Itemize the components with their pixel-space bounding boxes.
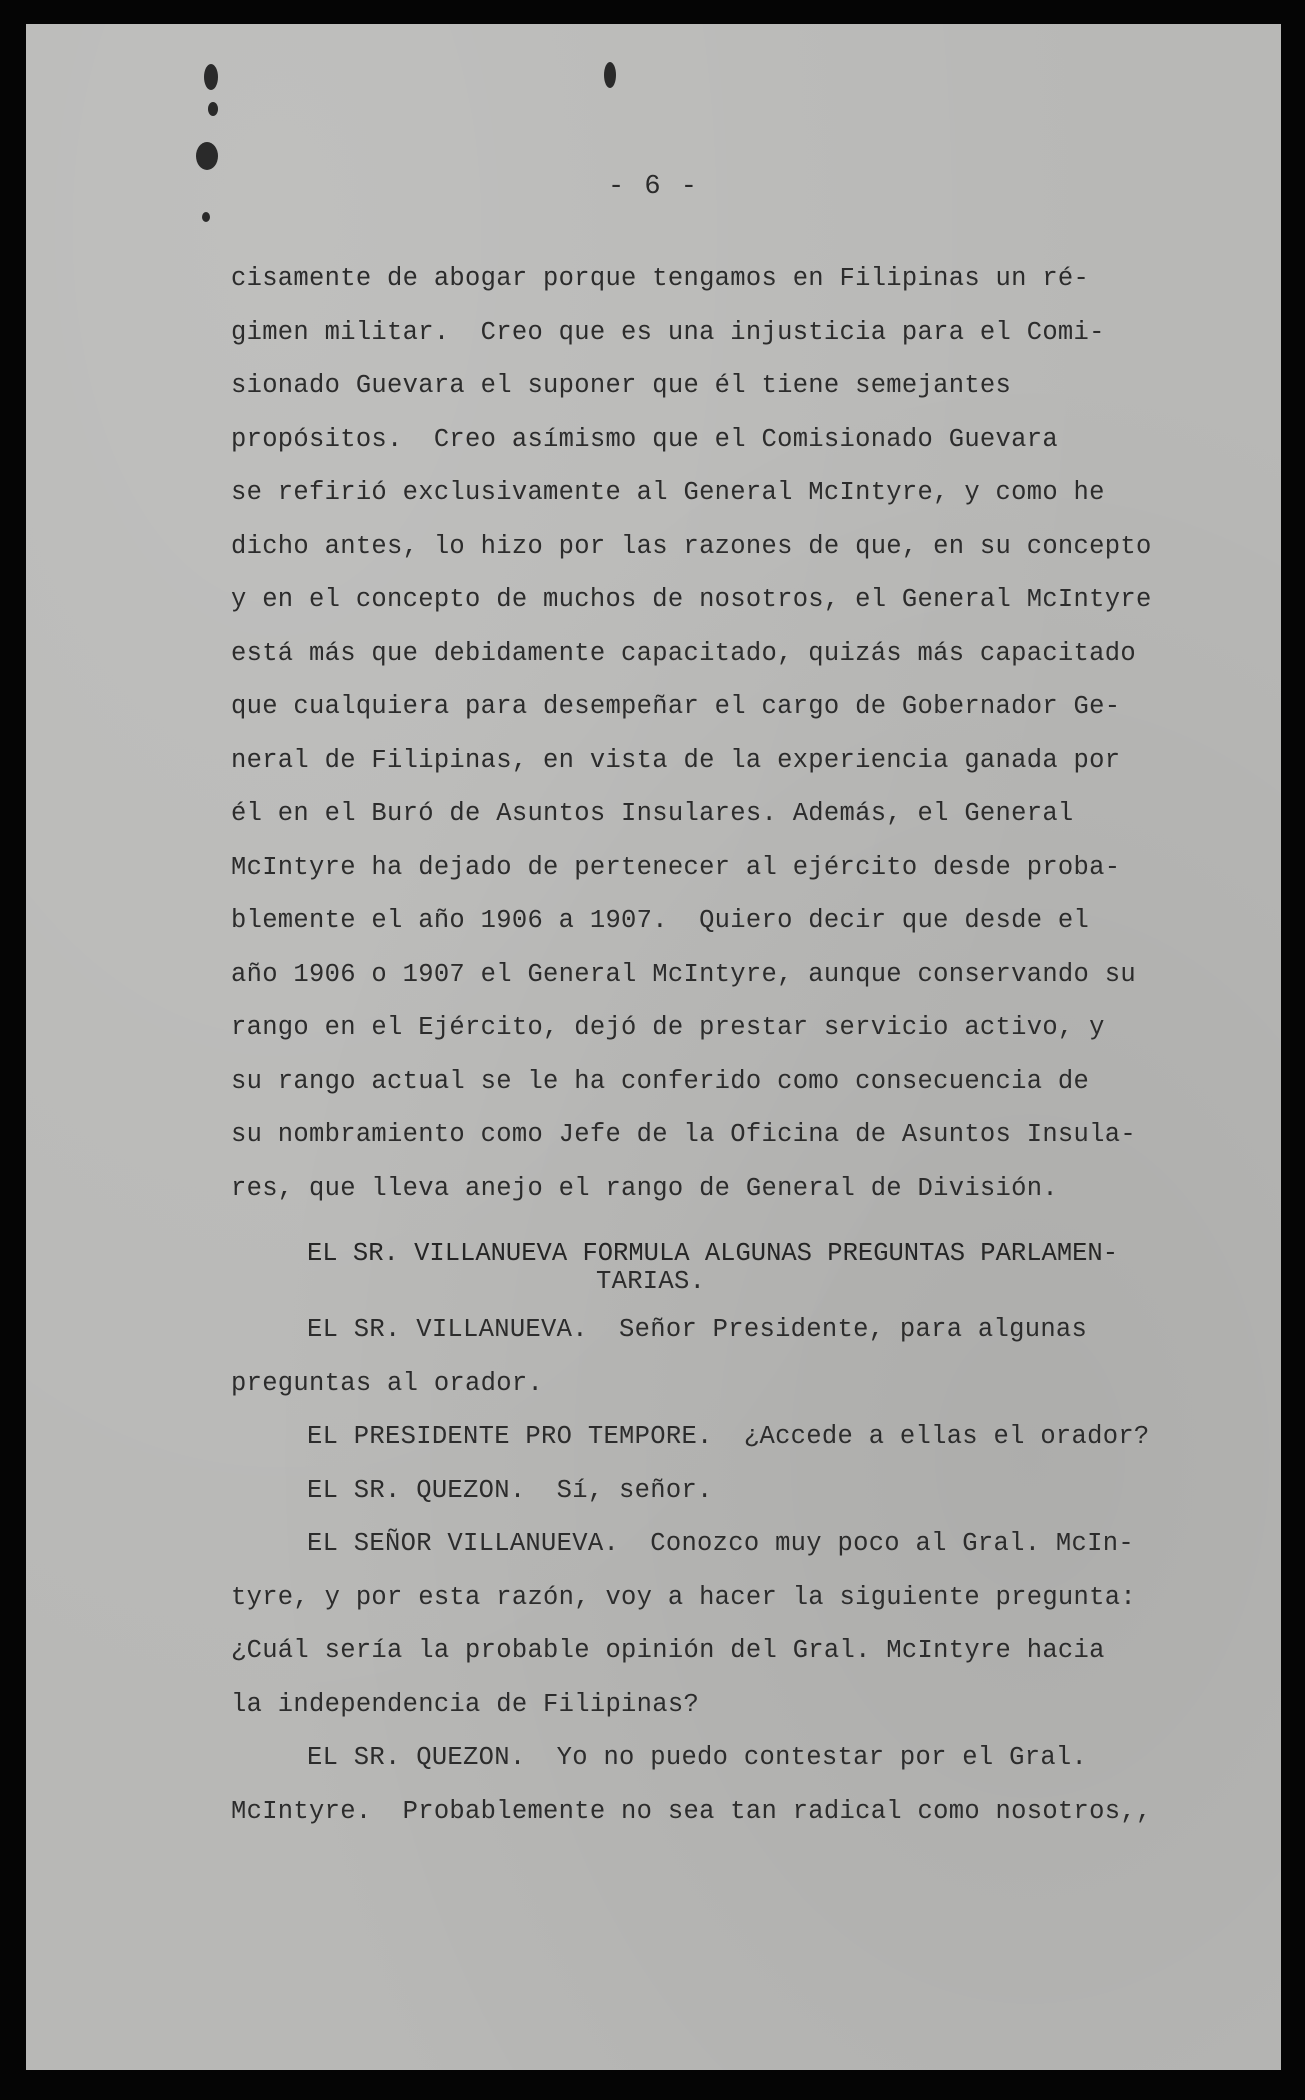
text-line: él en el Buró de Asuntos Insulares. Además, el General xyxy=(231,799,1074,828)
text-line: ¿Cuál sería la probable opinión del Gral. McIntyre hacia xyxy=(231,1636,1105,1665)
text-line: EL SR. VILLANUEVA. Señor Presidente, para algunas xyxy=(307,1315,1088,1344)
page-text xyxy=(231,252,1191,1838)
text-line: gimen militar. Creo que es una injusticia para el Comi- xyxy=(231,317,1105,347)
text-line: neral de Filipinas, en vista de la experiencia ganada por xyxy=(231,745,1121,775)
text-line: EL PRESIDENTE PRO TEMPORE. ¿Accede a ellas el orador? xyxy=(307,1422,1150,1451)
text-line: EL SR. QUEZON. Yo no puedo contestar por el Gral. xyxy=(307,1743,1088,1772)
ink-blot xyxy=(196,142,218,170)
text-line: blemente el año 1906 a 1907. Quiero decir que desde el xyxy=(231,906,1090,935)
section-heading xyxy=(231,1239,1191,1269)
page-number: - 6 - xyxy=(607,172,699,202)
text-line: cisamente de abogar porque tengamos en Filipinas un ré- xyxy=(231,264,1090,293)
text-line: su rango actual se le ha conferido como consecuencia de xyxy=(231,1066,1090,1096)
text-line: EL SR. QUEZON. Sí, señor. xyxy=(307,1475,713,1505)
ink-blot xyxy=(604,62,616,88)
heading-line: TARIAS. xyxy=(596,1267,706,1296)
paragraph-commissioner-guevara xyxy=(231,252,1191,1215)
text-line: McIntyre ha dejado de pertenecer al ejército desde proba- xyxy=(231,852,1121,882)
ink-blot xyxy=(202,212,210,222)
exchange-villanueva-question xyxy=(231,1517,1191,1731)
text-line: está más que debidamente capacitado, quizás más capacitado xyxy=(231,638,1136,668)
typewritten-page xyxy=(26,24,1281,2070)
text-line: tyre, y por esta razón, voy a hacer la siguiente pregunta: xyxy=(231,1582,1136,1612)
text-line: McIntyre. Probablemente no sea tan radical como nosotros,, xyxy=(231,1796,1152,1826)
spacer xyxy=(231,1215,1191,1223)
text-line: año 1906 o 1907 el General McIntyre, aunque conservando su xyxy=(231,959,1136,989)
text-line: propósitos. Creo asímismo que el Comisionado Guevara xyxy=(231,424,1058,454)
text-line: res, que lleva anejo el rango de General de División. xyxy=(231,1173,1058,1203)
heading-line: EL SR. VILLANUEVA FORMULA ALGUNAS PREGUNTAS PARLAMEN- xyxy=(307,1239,1119,1268)
ink-blot xyxy=(204,64,218,90)
text-line: la independencia de Filipinas? xyxy=(231,1689,700,1719)
text-line: preguntas al orador. xyxy=(231,1368,544,1398)
text-line: que cualquiera para desempeñar el cargo de Gobernador Ge- xyxy=(231,692,1121,721)
exchange-president xyxy=(231,1410,1191,1464)
text-line: su nombramiento como Jefe de la Oficina de Asuntos Insula- xyxy=(231,1120,1136,1149)
exchange-villanueva-request xyxy=(231,1303,1191,1410)
text-line: dicho antes, lo hizo por las razones de que, en su concepto xyxy=(231,531,1152,561)
text-line: y en el concepto de muchos de nosotros, el General McIntyre xyxy=(231,585,1152,614)
text-line: se refirió exclusivamente al General McIntyre, y como he xyxy=(231,478,1105,507)
text-line: EL SEÑOR VILLANUEVA. Conozco muy poco al Gral. McIn- xyxy=(307,1529,1134,1558)
text-line: rango en el Ejército, dejó de prestar servicio activo, y xyxy=(231,1013,1105,1042)
exchange-quezon-yes xyxy=(231,1464,1191,1518)
ink-blot xyxy=(208,102,218,116)
text-line: sionado Guevara el suponer que él tiene semejantes xyxy=(231,371,1012,400)
exchange-quezon-answer xyxy=(231,1731,1191,1838)
